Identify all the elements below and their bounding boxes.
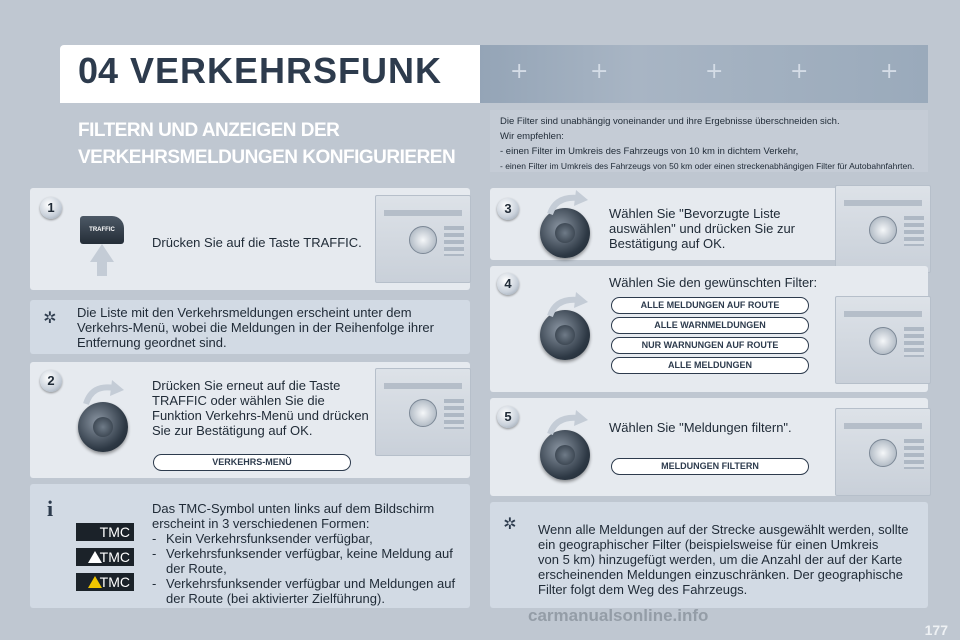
rotate-arrow-icon bbox=[546, 292, 590, 318]
tip-sun-icon: ✲ bbox=[43, 308, 57, 327]
info-bullet: - einen Filter im Umkreis des Fahrzeugs von 10 km in dichtem Verkehr, bbox=[500, 146, 799, 157]
radio-unit-image bbox=[375, 195, 471, 283]
info-bullet: - einen Filter im Umkreis des Fahrzeugs von 50 km oder einen streckenabhängigen Filter für Autobahnfahrten. bbox=[500, 161, 915, 171]
plus-mark: + bbox=[880, 59, 899, 84]
tmc-item-text: Verkehrsfunksender verfügbar und Meldungen auf bbox=[166, 576, 456, 591]
tmc-label: TMC bbox=[99, 549, 130, 565]
step2-line: Drücken Sie erneut auf die Taste bbox=[152, 378, 341, 393]
step3-line: auswählen" und drücken Sie zur bbox=[609, 221, 796, 236]
page-number: 177 bbox=[924, 622, 948, 638]
step2-text bbox=[152, 378, 377, 438]
info-icon: i bbox=[46, 496, 54, 521]
dash: - bbox=[152, 531, 157, 546]
filter-option[interactable]: ALLE MELDUNGEN bbox=[611, 357, 809, 374]
radio-unit-image bbox=[835, 185, 931, 273]
tip2-text bbox=[538, 522, 923, 597]
menu-meldungen-filtern[interactable]: MELDUNGEN FILTERN bbox=[611, 458, 809, 475]
tip2-line: Filter folgt dem Weg des Fahrzeugs. bbox=[538, 582, 748, 597]
rotary-knob-icon bbox=[78, 402, 128, 452]
step-number-badge: 2 bbox=[40, 370, 62, 392]
plus-mark: + bbox=[510, 59, 529, 84]
header-map-banner bbox=[440, 45, 928, 103]
step5-text: Wählen Sie "Meldungen filtern". bbox=[609, 420, 792, 435]
filter-info-text bbox=[500, 114, 925, 174]
step3-text bbox=[609, 206, 824, 251]
plus-mark: + bbox=[790, 59, 809, 84]
step2-line: Sie zur Bestätigung auf OK. bbox=[152, 423, 313, 438]
rotate-arrow-icon bbox=[546, 410, 590, 436]
rotary-knob-icon bbox=[540, 430, 590, 480]
tmc-item-text: der Route (bei aktivierter Zielführung). bbox=[166, 591, 385, 606]
radio-unit-image bbox=[835, 408, 931, 496]
dash: - bbox=[152, 576, 157, 591]
info-line: Die Filter sind unabhängig voneinander und ihre Ergebnisse überschneiden sich. bbox=[500, 116, 840, 127]
filter-option[interactable]: ALLE WARNMELDUNGEN bbox=[611, 317, 809, 334]
traffic-button[interactable]: TRAFFIC bbox=[80, 216, 124, 244]
menu-verkehrs-menu[interactable]: VERKEHRS-MENÜ bbox=[153, 454, 351, 471]
step3-line: Wählen Sie "Bevorzugte Liste bbox=[609, 206, 781, 221]
info-line: Wir empfehlen: bbox=[500, 131, 564, 142]
tmc-info-text bbox=[152, 501, 467, 606]
tip-sun-icon: ✲ bbox=[503, 514, 517, 533]
tmc-station-no-message bbox=[76, 548, 134, 566]
filter-option[interactable]: NUR WARNUNGEN AUF ROUTE bbox=[611, 337, 809, 354]
section-title bbox=[78, 117, 455, 171]
plus-mark: + bbox=[705, 59, 724, 84]
radio-unit-image bbox=[835, 296, 931, 384]
section-title-line: FILTERN UND ANZEIGEN DER bbox=[78, 120, 340, 141]
tmc-item-text: Kein Verkehrsfunksender verfügbar, bbox=[166, 531, 373, 546]
tmc-item-text: der Route, bbox=[166, 561, 227, 576]
step-number-badge: 1 bbox=[40, 197, 62, 219]
step3-line: Bestätigung auf OK. bbox=[609, 236, 726, 251]
tip2-line: ein geographischer Filter (beispielsweise für einen Umkreis bbox=[538, 537, 879, 552]
tip2-line: Wenn alle Meldungen auf der Strecke ausgewählt werden, sollte bbox=[538, 522, 909, 537]
plus-mark: + bbox=[590, 59, 609, 84]
step-number-badge: 3 bbox=[497, 198, 519, 220]
watermark: carmanualsonline.info bbox=[528, 606, 709, 625]
step2-line: Funktion Verkehrs-Menü und drücken bbox=[152, 408, 369, 423]
rotate-arrow-icon bbox=[546, 190, 590, 216]
step1-text: Drücken Sie auf die Taste TRAFFIC. bbox=[152, 235, 362, 250]
tmc-text-line: Das TMC-Symbol unten links auf dem Bildschirm bbox=[152, 501, 435, 516]
tip2-line: von 5 km) hinzugefügt werden, um die Anzahl der auf der Karte bbox=[538, 552, 903, 567]
tmc-label: TMC bbox=[99, 574, 130, 590]
chapter-title: VERKEHRSFUNK bbox=[130, 50, 443, 91]
dash: - bbox=[152, 546, 157, 561]
press-arrow-icon bbox=[90, 244, 114, 276]
step-number-badge: 5 bbox=[497, 406, 519, 428]
step4-text: Wählen Sie den gewünschten Filter: bbox=[609, 275, 818, 290]
tmc-list-item bbox=[152, 576, 467, 591]
step-number-badge: 4 bbox=[497, 273, 519, 295]
tmc-item-text: Verkehrsfunksender verfügbar, keine Meldung auf bbox=[166, 546, 453, 561]
radio-unit-image bbox=[375, 368, 471, 456]
tmc-no-station: TMC bbox=[76, 523, 134, 541]
tip2-line: erscheinenden Meldungen einzuschränken. Der geographische bbox=[538, 567, 903, 582]
tip1-text: Die Liste mit den Verkehrsmeldungen erscheint unter dem Verkehrs-Menü, wobei die Meldungen in der Reihenfolge ihrer Entfernung geordnet sind. bbox=[77, 305, 434, 350]
tmc-list-item bbox=[152, 531, 467, 546]
rotate-arrow-icon bbox=[82, 378, 126, 408]
tmc-station-with-message bbox=[76, 573, 134, 591]
section-title-line: VERKEHRSMELDUNGEN KONFIGURIEREN bbox=[78, 147, 456, 168]
tmc-text-line: erscheint in 3 verschiedenen Formen: bbox=[152, 516, 370, 531]
filter-option[interactable]: ALLE MELDUNGEN AUF ROUTE bbox=[611, 297, 809, 314]
tmc-list-item bbox=[152, 546, 467, 561]
step2-line: TRAFFIC oder wählen Sie die bbox=[152, 393, 325, 408]
chapter-number: 04 bbox=[78, 50, 119, 91]
